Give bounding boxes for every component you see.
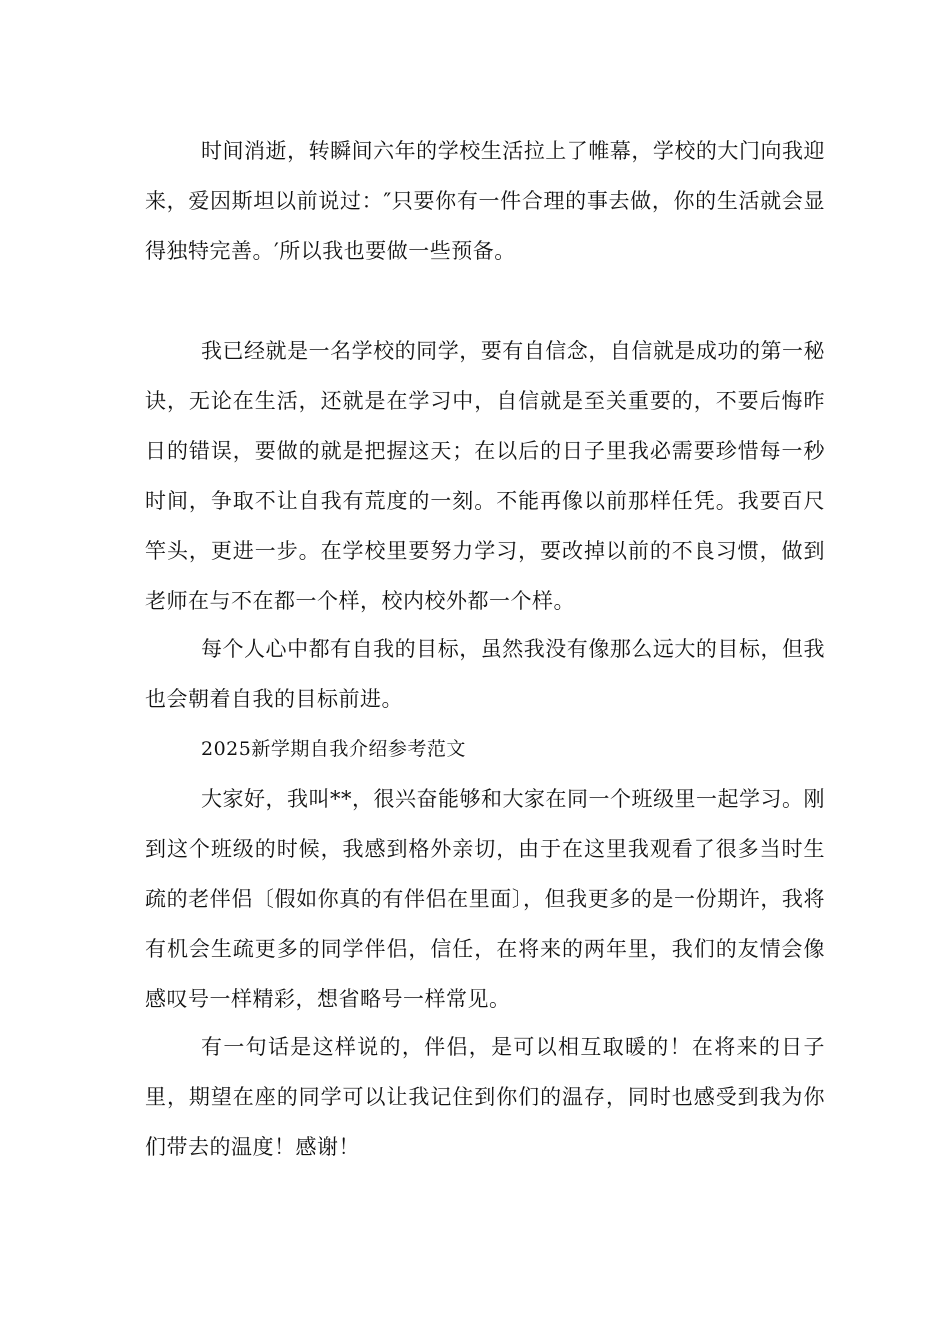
paragraph-closing: 有一句话是这样说的，伴侣，是可以相互取暖的！在将来的日子里，期望在座的同学可以让我记住到你们的温存，同时也感受到我为你们带去的温度！感谢！: [145, 1035, 825, 1159]
paragraph-greeting: 大家好，我叫**，很兴奋能够和大家在同一个班级里一起学习。刚到这个班级的时候，我感到格外亲切，由于在这里我观看了很多当时生疏的老伴侣〔假如你真的有伴侣在里面〕，但我更多的是一份期许，我将有机会生疏更多的同学伴侣，信任，在将来的两年里，我们的友情会像感叹号一样精彩，想省略号一样常见。: [145, 787, 825, 1011]
paragraph-graduation-intro: 时间消逝，转瞬间六年的学校生活拉上了帷幕，学校的大门向我迎来，爱因斯坦以前说过：″只要你有一件合理的事去做，你的生活就会显得独特完善。′所以我也要做一些预备。: [145, 139, 825, 263]
paragraph-self-confidence: 我已经就是一名学校的同学，要有自信念，自信就是成功的第一秘诀，无论在生活，还就是在学习中，自信就是至关重要的，不要后悔昨日的错误，要做的就是把握这天；在以后的日子里我必需要珍惜每一秒时间，争取不让自我有荒度的一刻。不能再像以前那样任凭。我要百尺竿头，更进一步。在学校里要努力学习，要改掉以前的不良习惯，做到老师在与不在都一个样，校内校外都一个样。: [145, 339, 825, 613]
section-heading: 2025新学期自我介绍参考范文: [201, 738, 466, 760]
paragraph-goals: 每个人心中都有自我的目标，虽然我没有像那么远大的目标，但我也会朝着自我的目标前进。: [145, 637, 825, 711]
